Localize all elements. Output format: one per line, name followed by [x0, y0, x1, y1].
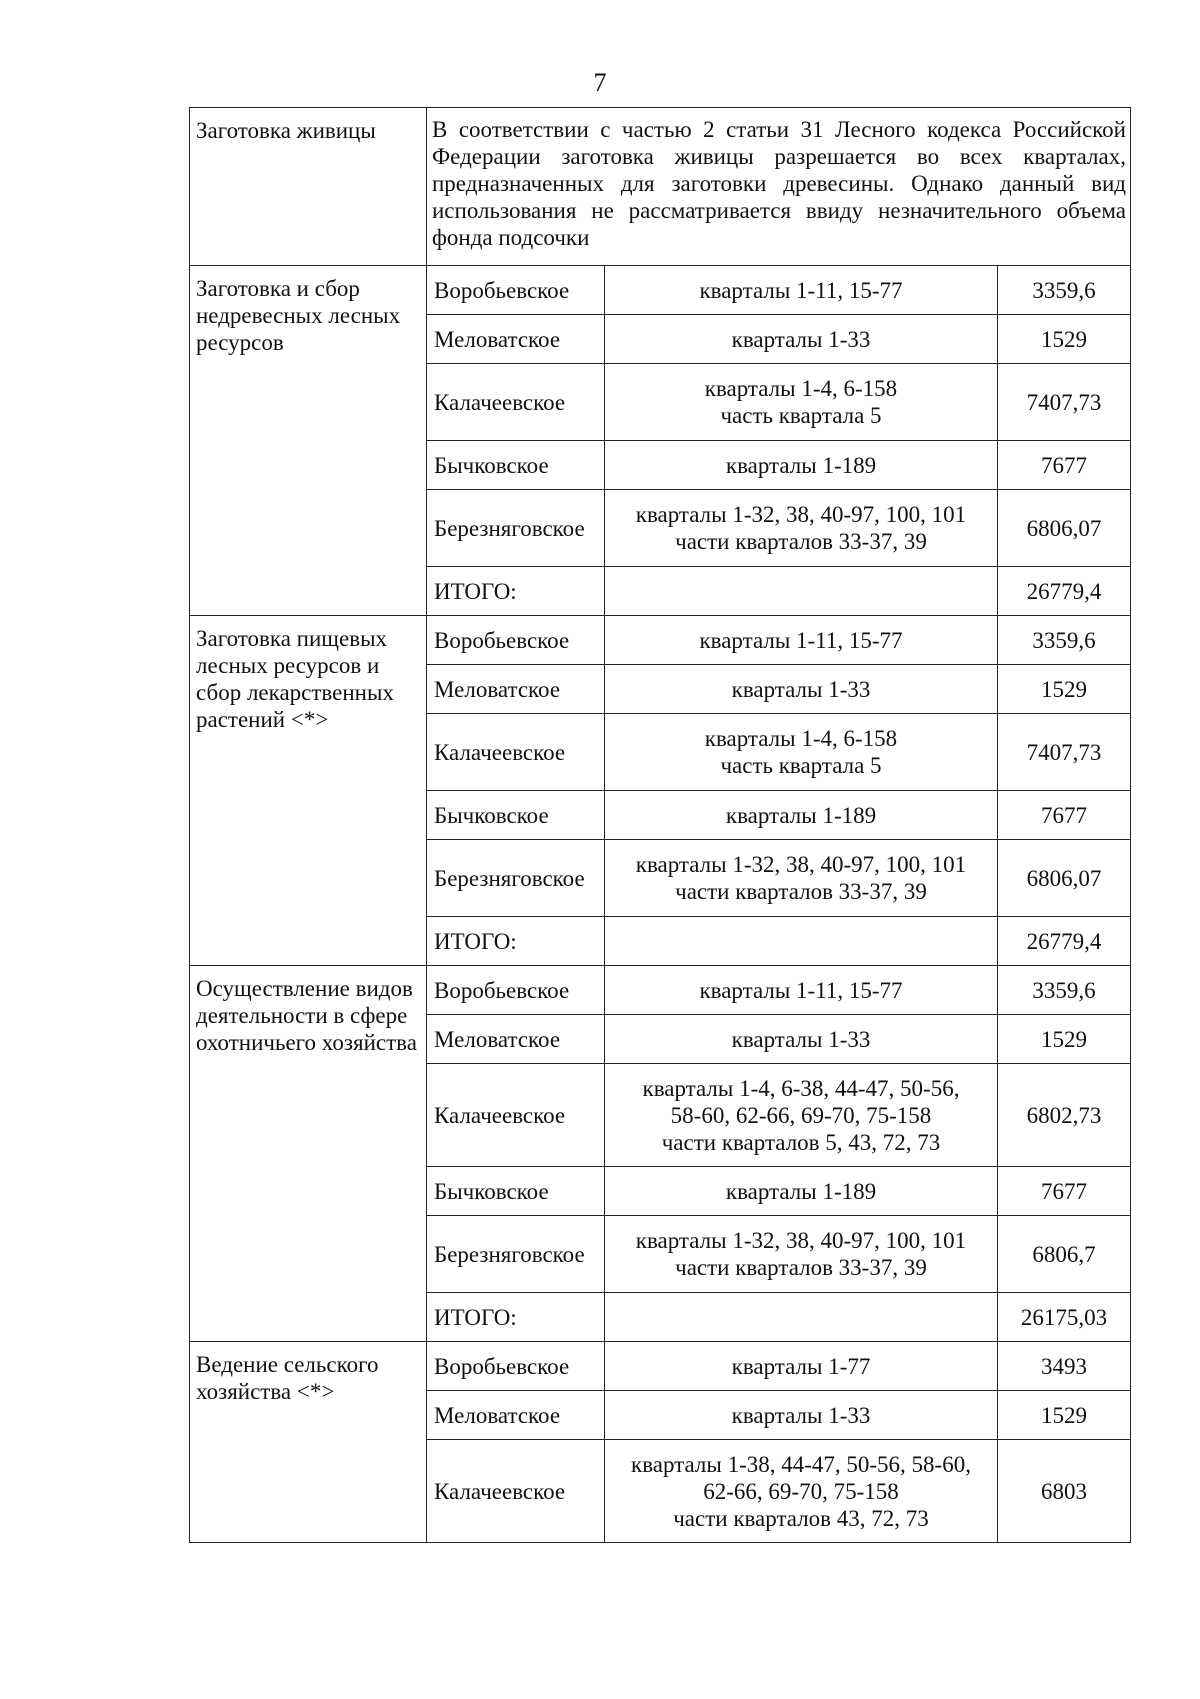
table-row [190, 266, 1131, 315]
quarters-cell [605, 1064, 998, 1167]
quarters-cell [605, 266, 998, 315]
total-label: ИТОГО: [427, 917, 605, 966]
forestry-cell: Калачеевское [427, 1064, 605, 1167]
quarters-cell [605, 791, 998, 840]
area-cell: 6806,07 [998, 490, 1131, 567]
quarters-line: кварталы 1-189 [725, 452, 877, 478]
resin-note: В соответствии с частью 2 статьи 31 Лесного кодекса Российской Федерации заготовка живицы разрешается во всех кварталах, предназначенных для заготовки древесины. Однако данный вид использования не рассматривается ввиду незначительного объема фонда подсочки [427, 108, 1131, 266]
forestry-cell: Калачеевское [427, 1440, 605, 1543]
forestry-cell: Воробьевское [427, 966, 605, 1015]
forestry-cell: Воробьевское [427, 266, 605, 315]
page-number: 7 [593, 68, 607, 97]
quarters-line: кварталы 1-4, 6-38, 44-47, 50-56, [642, 1075, 960, 1101]
total-value: 26175,03 [998, 1293, 1131, 1342]
area-cell: 7677 [998, 1167, 1131, 1216]
forest-use-table [189, 107, 1131, 1543]
area-cell: 3359,6 [998, 266, 1131, 315]
area-cell: 7677 [998, 441, 1131, 490]
total-label: ИТОГО: [427, 1293, 605, 1342]
quarters-line: кварталы 1-33 [731, 1402, 871, 1428]
area-cell: 1529 [998, 1015, 1131, 1064]
quarters-cell [605, 441, 998, 490]
forestry-cell: Бычковское [427, 441, 605, 490]
quarters-line: кварталы 1-32, 38, 40-97, 100, 101 [635, 1228, 967, 1253]
quarters-line: часть квартала 5 [720, 753, 882, 778]
activity-cell: Заготовка пищевых лесных ресурсов и сбор лекарственных растений <*> [190, 616, 427, 966]
quarters-cell [605, 966, 998, 1015]
quarters-line: части кварталов 5, 43, 72, 73 [661, 1129, 941, 1155]
area-cell: 7407,73 [998, 714, 1131, 791]
quarters-line: кварталы 1-11, 15-77 [699, 627, 903, 653]
area-cell: 7677 [998, 791, 1131, 840]
quarters-cell [605, 840, 998, 917]
quarters-line: кварталы 1-4, 6-158 [704, 376, 898, 401]
quarters-line: кварталы 1-38, 44-47, 50-56, 58-60, [631, 1451, 971, 1477]
quarters-line: части кварталов 43, 72, 73 [673, 1505, 929, 1531]
table-row [190, 616, 1131, 665]
forestry-cell: Воробьевское [427, 1342, 605, 1391]
activity-cell: Заготовка живицы [190, 108, 427, 266]
quarters-cell [605, 1015, 998, 1064]
area-cell: 3359,6 [998, 966, 1131, 1015]
quarters-line: кварталы 1-11, 15-77 [699, 277, 903, 303]
forestry-cell: Меловатское [427, 1391, 605, 1440]
quarters-line: части кварталов 33-37, 39 [675, 529, 927, 554]
forestry-cell: Калачеевское [427, 714, 605, 791]
forestry-cell: Березняговское [427, 490, 605, 567]
resin-row [190, 108, 1131, 266]
quarters-line: кварталы 1-189 [725, 1178, 877, 1204]
quarters-line: кварталы 1-189 [725, 802, 877, 828]
table-row [190, 966, 1131, 1015]
forestry-cell: Меловатское [427, 665, 605, 714]
quarters-cell [605, 1440, 998, 1543]
quarters-line: кварталы 1-32, 38, 40-97, 100, 101 [635, 852, 967, 877]
total-empty-cell [605, 917, 998, 966]
forestry-cell: Березняговское [427, 1216, 605, 1293]
quarters-line: части кварталов 33-37, 39 [675, 879, 927, 904]
area-cell: 6802,73 [998, 1064, 1131, 1167]
forestry-cell: Воробьевское [427, 616, 605, 665]
total-label: ИТОГО: [427, 567, 605, 616]
quarters-line: кварталы 1-11, 15-77 [699, 977, 903, 1003]
quarters-cell [605, 364, 998, 441]
area-cell: 1529 [998, 665, 1131, 714]
activity-cell: Осуществление видов деятельности в сфере охотничьего хозяйства [190, 966, 427, 1342]
quarters-cell [605, 1216, 998, 1293]
area-cell: 1529 [998, 315, 1131, 364]
quarters-cell [605, 665, 998, 714]
quarters-cell [605, 616, 998, 665]
area-cell: 6806,07 [998, 840, 1131, 917]
total-empty-cell [605, 1293, 998, 1342]
quarters-line: кварталы 1-33 [731, 326, 871, 352]
quarters-line: часть квартала 5 [720, 403, 882, 428]
forestry-cell: Бычковское [427, 1167, 605, 1216]
quarters-line: части кварталов 33-37, 39 [675, 1255, 927, 1280]
quarters-line: кварталы 1-33 [731, 1026, 871, 1052]
quarters-line: кварталы 1-33 [731, 676, 871, 702]
quarters-cell [605, 1167, 998, 1216]
quarters-cell [605, 1342, 998, 1391]
quarters-cell [605, 714, 998, 791]
quarters-cell [605, 315, 998, 364]
area-cell: 6806,7 [998, 1216, 1131, 1293]
area-cell: 3493 [998, 1342, 1131, 1391]
area-cell: 7407,73 [998, 364, 1131, 441]
forestry-cell: Калачеевское [427, 364, 605, 441]
total-value: 26779,4 [998, 917, 1131, 966]
quarters-cell [605, 1391, 998, 1440]
quarters-line: 58-60, 62-66, 69-70, 75-158 [670, 1102, 932, 1128]
activity-cell: Заготовка и сбор недревесных лесных ресурсов [190, 266, 427, 616]
quarters-line: кварталы 1-77 [731, 1353, 871, 1379]
table-row [190, 1342, 1131, 1391]
forestry-cell: Бычковское [427, 791, 605, 840]
quarters-line: кварталы 1-32, 38, 40-97, 100, 101 [635, 502, 967, 527]
area-cell: 1529 [998, 1391, 1131, 1440]
quarters-line: 62-66, 69-70, 75-158 [703, 1478, 899, 1504]
total-value: 26779,4 [998, 567, 1131, 616]
quarters-cell [605, 490, 998, 567]
area-cell: 6803 [998, 1440, 1131, 1543]
total-empty-cell [605, 567, 998, 616]
forestry-cell: Меловатское [427, 1015, 605, 1064]
quarters-line: кварталы 1-4, 6-158 [704, 726, 898, 751]
forestry-cell: Меловатское [427, 315, 605, 364]
forestry-cell: Березняговское [427, 840, 605, 917]
area-cell: 3359,6 [998, 616, 1131, 665]
activity-cell: Ведение сельского хозяйства <*> [190, 1342, 427, 1543]
